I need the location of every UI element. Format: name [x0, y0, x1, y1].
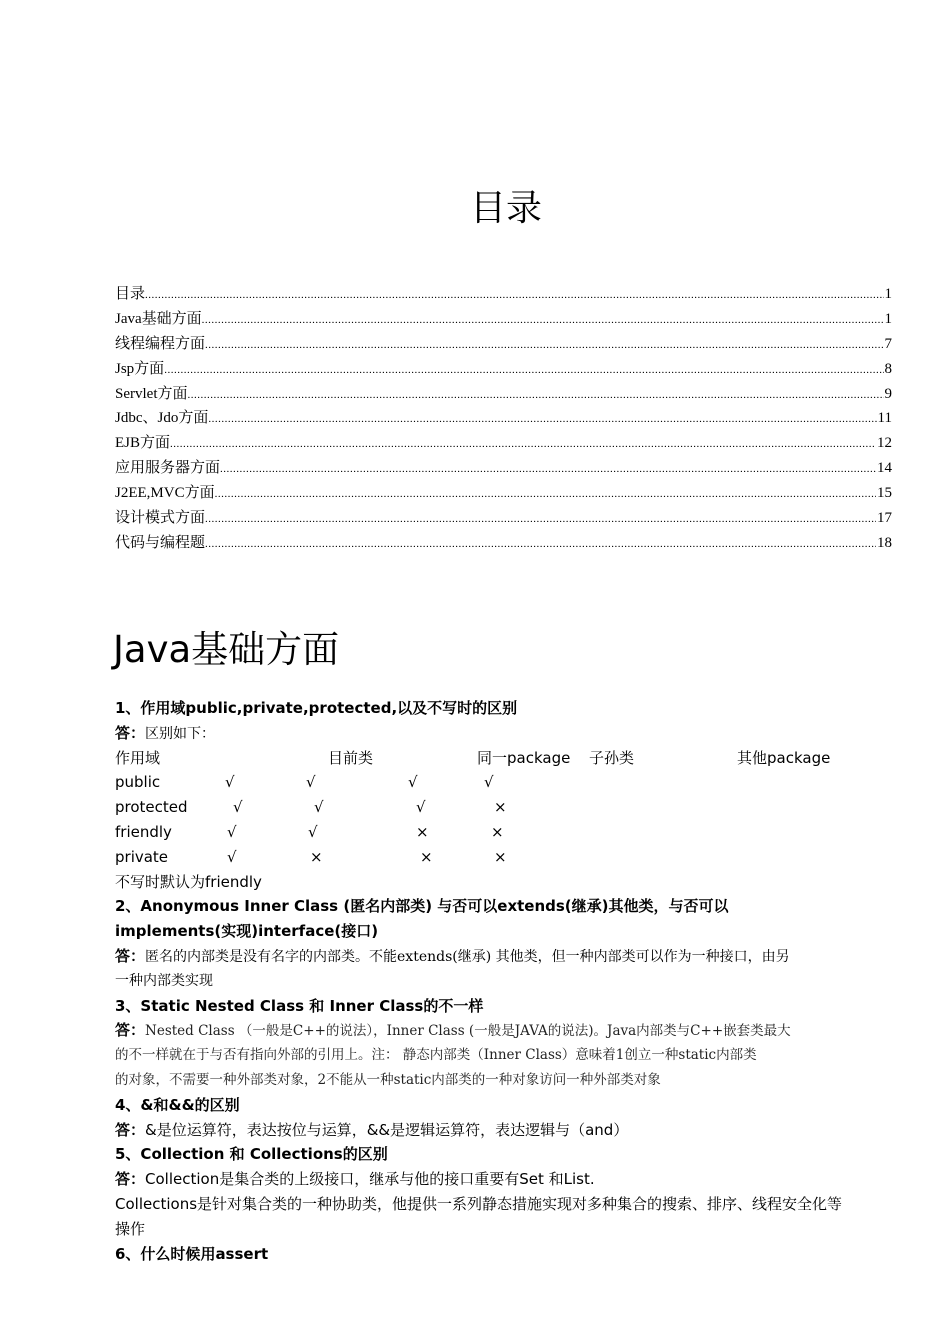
toc-entry[interactable] [115, 382, 892, 407]
answer-text: 匿名的内部类是没有名字的内部类。不能extends(继承) 其他类，但一种内部类可以作为一种接口，由另 [145, 948, 790, 965]
toc-entry-label: 设计模式方面 [115, 510, 206, 527]
toc-entry-label: Jdbc、Jdo方面 [115, 410, 209, 427]
table-header: 同一package [477, 748, 571, 767]
toc-entry-page: 18 [877, 534, 892, 551]
table-row-name: private [115, 847, 169, 866]
table-row-name: protected [115, 798, 188, 817]
toc-dot-leader [188, 383, 884, 408]
table-cell: × [416, 822, 429, 841]
toc-entry-page: 15 [877, 485, 892, 502]
toc-entry-label: J2EE,MVC方面 [115, 485, 215, 502]
toc-entry[interactable] [115, 332, 892, 357]
table-cell: √ [225, 773, 235, 792]
question-2-line-1: 2、Anonymous Inner Class (匿名内部类) 与否可以extends(继承)其他类，与否可以 [115, 897, 729, 916]
table-cell: × [420, 847, 433, 866]
table-cell: √ [416, 798, 426, 817]
answer-prefix: 答： [115, 1170, 146, 1189]
toc-entry-page: 11 [877, 410, 892, 427]
answer-3-line-1 [115, 1018, 893, 1043]
toc-entry-page: 8 [884, 360, 892, 377]
answer-4 [115, 1118, 893, 1143]
toc-dot-leader [202, 308, 884, 333]
table-cell: × [310, 847, 323, 866]
answer-prefix: 答： [115, 1120, 146, 1139]
answer-3-line-3: 的对象，不需要一种外部类对象，2不能从一种static内部类的一种对象访问一种外部类对象 [115, 1071, 661, 1088]
table-cell: √ [227, 847, 237, 866]
toc-entry[interactable] [115, 357, 892, 382]
question-4: 4、&和&&的区别 [115, 1095, 240, 1114]
toc-entry-page: 9 [884, 385, 892, 402]
table-cell: √ [306, 773, 316, 792]
toc-entry-page: 14 [877, 460, 892, 477]
access-modifier-table [115, 746, 893, 870]
table-cell: × [494, 798, 507, 817]
toc-dot-leader [205, 507, 876, 532]
table-cell: √ [314, 798, 324, 817]
toc-entry-label: Servlet方面 [115, 385, 188, 402]
toc-dot-leader [170, 432, 876, 457]
toc-entry[interactable] [115, 282, 892, 307]
answer-text: Nested Class （一般是C++的说法），Inner Class (一般是JAVA的说法)。Java内部类与C++嵌套类最大 [145, 1023, 791, 1040]
answer-prefix: 答： [115, 1021, 146, 1040]
table-cell: √ [233, 798, 243, 817]
body-text [115, 696, 893, 1266]
table-of-contents [115, 282, 892, 556]
question-1: 1、作用域public,private,protected,以及不写时的区别 [115, 699, 518, 717]
answer-3-line-2: 的不一样就在于与否有指向外部的引用上。注： 静态内部类（Inner Class）意味着1创立一种static内部类 [115, 1047, 757, 1064]
answer-2-line-1 [115, 944, 893, 969]
toc-entry[interactable] [115, 481, 892, 506]
toc-entry[interactable] [115, 431, 892, 456]
toc-entry[interactable] [115, 531, 892, 556]
toc-entry-page: 17 [877, 510, 892, 527]
table-cell: √ [408, 773, 418, 792]
table-header: 子孙类 [589, 748, 635, 767]
toc-dot-leader [164, 358, 883, 383]
toc-entry-label: 线程编程方面 [115, 335, 206, 352]
table-row-name: public [115, 773, 161, 792]
toc-entry-page: 1 [884, 310, 892, 327]
answer-prefix: 答： [115, 946, 146, 965]
table-cell: √ [484, 773, 494, 792]
document-title: 目录 [469, 188, 542, 229]
toc-entry-label: 代码与编程题 [115, 534, 206, 551]
default-access-note [115, 870, 893, 895]
toc-entry[interactable] [115, 406, 892, 431]
question-5: 5、Collection 和 Collections的区别 [115, 1145, 388, 1164]
table-cell: × [491, 822, 504, 841]
table-cell: × [494, 847, 507, 866]
note-text: 不写时默认为friendly [115, 872, 262, 891]
answer-5-line-3: 操作 [115, 1219, 146, 1238]
toc-entry-page: 1 [884, 286, 892, 302]
answer-2-line-2: 一种内部类实现 [115, 972, 213, 989]
toc-dot-leader [205, 333, 883, 358]
toc-dot-leader [208, 407, 876, 432]
question-2-line-2: implements(实现)interface(接口) [115, 922, 379, 941]
toc-entry-label: Jsp方面 [115, 360, 165, 377]
table-row-name: friendly [115, 822, 172, 841]
toc-entry-label: Java基础方面 [115, 310, 202, 327]
section-heading: Java基础方面 [113, 628, 340, 671]
toc-entry-page: 7 [884, 335, 892, 352]
answer-text: &是位运算符，表达按位与运算，&&是逻辑运算符，表达逻辑与（and） [145, 1120, 629, 1139]
toc-entry-label: 目录 [115, 286, 146, 302]
table-cell: √ [227, 822, 237, 841]
toc-entry-page: 12 [877, 435, 892, 452]
question-3: 3、Static Nested Class 和 Inner Class的不一样 [115, 996, 484, 1015]
toc-entry[interactable] [115, 456, 892, 481]
table-header: 目前类 [328, 748, 374, 767]
toc-dot-leader [145, 283, 883, 308]
toc-entry-label: 应用服务器方面 [115, 460, 221, 477]
table-header: 其他package [737, 748, 831, 767]
answer-5-line-1 [115, 1167, 893, 1192]
answer-text: 区别如下： [145, 725, 216, 742]
answer-1 [115, 721, 893, 746]
answer-5-line-2: Collections是针对集合类的一种协助类，他提供一系列静态措施实现对多种集合的搜索、排序、线程安全化等 [115, 1194, 843, 1213]
toc-entry[interactable] [115, 506, 892, 531]
answer-text: Collection是集合类的上级接口，继承与他的接口重要有Set 和List. [145, 1170, 595, 1189]
toc-entry-label: EJB方面 [115, 435, 171, 452]
toc-dot-leader [215, 482, 876, 507]
toc-dot-leader [220, 457, 876, 482]
table-header: 作用域 [115, 748, 161, 767]
answer-prefix: 答： [115, 723, 146, 742]
table-cell: √ [308, 822, 318, 841]
toc-dot-leader [205, 532, 876, 557]
toc-entry[interactable] [115, 307, 892, 332]
question-6: 6、什么时候用assert [115, 1244, 269, 1263]
